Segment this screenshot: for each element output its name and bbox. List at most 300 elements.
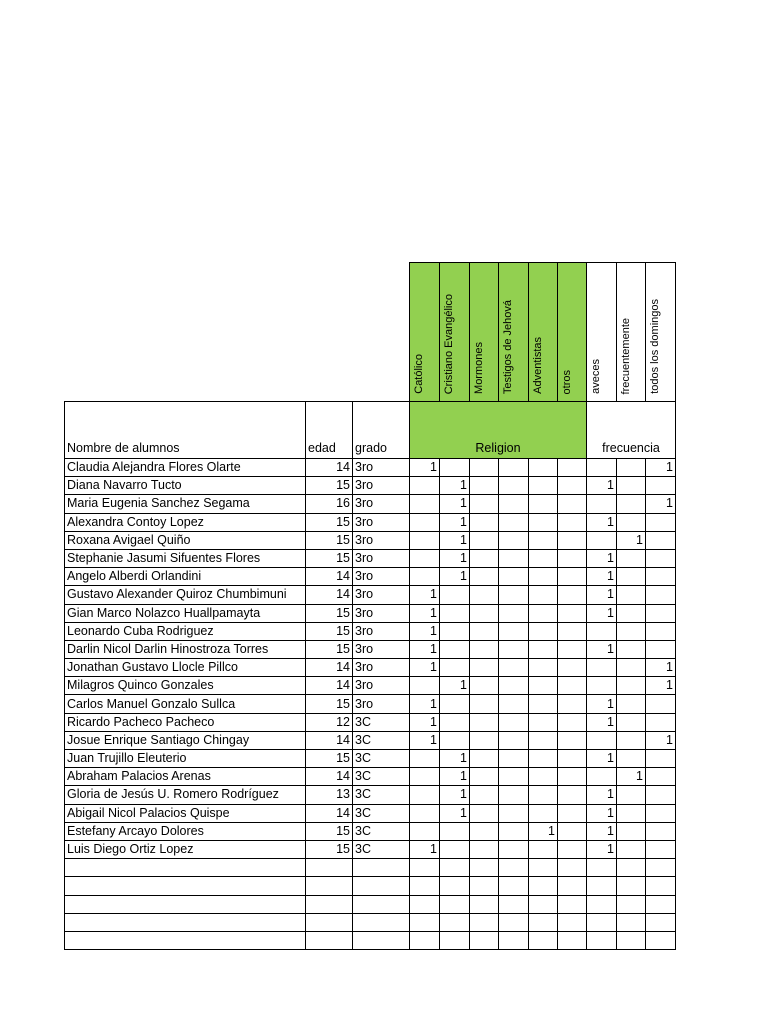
cell-value[interactable] <box>440 586 470 604</box>
cell-value[interactable] <box>499 568 529 586</box>
cell-value[interactable] <box>499 459 529 477</box>
cell-value[interactable] <box>529 677 558 695</box>
cell-grade[interactable]: 3ro <box>353 459 410 477</box>
cell-value[interactable] <box>558 568 587 586</box>
cell-value[interactable] <box>646 586 676 604</box>
cell-value[interactable] <box>617 750 646 768</box>
cell-value[interactable] <box>646 477 676 495</box>
cell-age[interactable]: 15 <box>306 695 353 713</box>
cell-value[interactable] <box>617 549 646 567</box>
cell-value[interactable] <box>587 659 617 677</box>
cell-value[interactable] <box>617 713 646 731</box>
cell-value[interactable] <box>470 768 499 786</box>
cell-value[interactable] <box>646 513 676 531</box>
cell-empty[interactable] <box>617 877 646 895</box>
cell-empty[interactable] <box>499 931 529 949</box>
cell-value[interactable]: 1 <box>587 604 617 622</box>
cell-value[interactable] <box>499 477 529 495</box>
cell-value[interactable]: 1 <box>617 531 646 549</box>
cell-value[interactable] <box>499 695 529 713</box>
cell-value[interactable] <box>470 640 499 658</box>
cell-value[interactable] <box>646 549 676 567</box>
cell-empty[interactable] <box>470 913 499 931</box>
cell-value[interactable] <box>499 731 529 749</box>
cell-value[interactable]: 1 <box>440 513 470 531</box>
cell-empty[interactable] <box>440 895 470 913</box>
cell-empty[interactable] <box>646 877 676 895</box>
cell-value[interactable] <box>470 513 499 531</box>
cell-value[interactable] <box>499 804 529 822</box>
cell-empty[interactable] <box>558 877 587 895</box>
cell-empty[interactable] <box>529 877 558 895</box>
cell-student-name[interactable]: Milagros Quinco Gonzales <box>65 677 306 695</box>
cell-value[interactable] <box>558 659 587 677</box>
cell-value[interactable] <box>617 477 646 495</box>
cell-student-name[interactable]: Darlin Nicol Darlin Hinostroza Torres <box>65 640 306 658</box>
cell-value[interactable]: 1 <box>646 659 676 677</box>
cell-grade[interactable]: 3C <box>353 750 410 768</box>
col-header-mormones[interactable]: Mormones <box>470 263 499 402</box>
cell-value[interactable] <box>558 750 587 768</box>
cell-empty[interactable] <box>587 931 617 949</box>
cell-value[interactable]: 1 <box>646 495 676 513</box>
cell-student-name[interactable]: Ricardo Pacheco Pacheco <box>65 713 306 731</box>
cell-student-name[interactable]: Luis Diego Ortiz Lopez <box>65 840 306 858</box>
cell-value[interactable]: 1 <box>410 622 440 640</box>
cell-value[interactable] <box>529 840 558 858</box>
cell-value[interactable]: 1 <box>410 459 440 477</box>
cell-value[interactable] <box>587 731 617 749</box>
cell-value[interactable] <box>499 786 529 804</box>
cell-value[interactable] <box>646 713 676 731</box>
cell-empty[interactable] <box>587 877 617 895</box>
cell-value[interactable] <box>470 586 499 604</box>
cell-value[interactable] <box>558 586 587 604</box>
cell-value[interactable] <box>410 677 440 695</box>
cell-student-name[interactable]: Maria Eugenia Sanchez Segama <box>65 495 306 513</box>
cell-age[interactable]: 15 <box>306 477 353 495</box>
cell-value[interactable] <box>529 731 558 749</box>
cell-value[interactable] <box>410 513 440 531</box>
cell-grade[interactable]: 3C <box>353 840 410 858</box>
cell-value[interactable] <box>499 840 529 858</box>
cell-empty[interactable] <box>529 859 558 877</box>
cell-value[interactable]: 1 <box>410 695 440 713</box>
cell-grade[interactable]: 3C <box>353 822 410 840</box>
cell-value[interactable] <box>558 695 587 713</box>
cell-value[interactable] <box>646 840 676 858</box>
cell-student-name[interactable]: Josue Enrique Santiago Chingay <box>65 731 306 749</box>
cell-value[interactable] <box>617 695 646 713</box>
cell-value[interactable]: 1 <box>646 459 676 477</box>
cell-empty[interactable] <box>306 877 353 895</box>
cell-value[interactable] <box>499 586 529 604</box>
cell-student-name[interactable]: Juan Trujillo Eleuterio <box>65 750 306 768</box>
cell-value[interactable] <box>470 822 499 840</box>
cell-value[interactable] <box>470 604 499 622</box>
cell-empty[interactable] <box>440 913 470 931</box>
cell-empty[interactable] <box>558 931 587 949</box>
cell-grade[interactable]: 3C <box>353 786 410 804</box>
cell-value[interactable]: 1 <box>587 513 617 531</box>
cell-value[interactable]: 1 <box>587 786 617 804</box>
cell-value[interactable] <box>470 549 499 567</box>
cell-value[interactable] <box>440 822 470 840</box>
cell-empty[interactable] <box>499 895 529 913</box>
cell-empty[interactable] <box>646 859 676 877</box>
cell-value[interactable] <box>410 549 440 567</box>
cell-value[interactable]: 1 <box>440 568 470 586</box>
header-frecuencia[interactable]: frecuencia <box>587 402 676 459</box>
cell-value[interactable] <box>410 822 440 840</box>
cell-value[interactable] <box>470 731 499 749</box>
cell-age[interactable]: 14 <box>306 677 353 695</box>
cell-age[interactable]: 15 <box>306 531 353 549</box>
cell-age[interactable]: 16 <box>306 495 353 513</box>
cell-value[interactable]: 1 <box>410 731 440 749</box>
cell-student-name[interactable]: Jonathan Gustavo Llocle Pillco <box>65 659 306 677</box>
cell-value[interactable] <box>529 695 558 713</box>
cell-empty[interactable] <box>587 913 617 931</box>
cell-grade[interactable]: 3ro <box>353 622 410 640</box>
cell-age[interactable]: 14 <box>306 459 353 477</box>
cell-grade[interactable]: 3ro <box>353 549 410 567</box>
header-grado[interactable]: grado <box>353 402 410 459</box>
cell-value[interactable] <box>558 604 587 622</box>
cell-value[interactable] <box>529 586 558 604</box>
cell-empty[interactable] <box>440 931 470 949</box>
cell-value[interactable] <box>646 786 676 804</box>
cell-value[interactable]: 1 <box>587 822 617 840</box>
cell-value[interactable] <box>529 768 558 786</box>
cell-value[interactable] <box>499 604 529 622</box>
cell-age[interactable]: 15 <box>306 840 353 858</box>
cell-student-name[interactable]: Estefany Arcayo Dolores <box>65 822 306 840</box>
cell-grade[interactable]: 3ro <box>353 604 410 622</box>
cell-value[interactable] <box>470 695 499 713</box>
cell-age[interactable]: 15 <box>306 604 353 622</box>
cell-value[interactable]: 1 <box>587 568 617 586</box>
cell-value[interactable] <box>646 804 676 822</box>
header-edad[interactable]: edad <box>306 402 353 459</box>
cell-empty[interactable] <box>353 859 410 877</box>
cell-value[interactable] <box>617 840 646 858</box>
col-header-cristiano-evangelico[interactable]: Cristiano Evangélico <box>440 263 470 402</box>
cell-value[interactable] <box>440 459 470 477</box>
cell-age[interactable]: 14 <box>306 804 353 822</box>
cell-empty[interactable] <box>617 931 646 949</box>
cell-value[interactable] <box>440 695 470 713</box>
col-header-frecuentemente[interactable]: frecuentemente <box>617 263 646 402</box>
cell-value[interactable] <box>617 804 646 822</box>
cell-value[interactable]: 1 <box>646 731 676 749</box>
cell-student-name[interactable]: Claudia Alejandra Flores Olarte <box>65 459 306 477</box>
cell-value[interactable] <box>499 531 529 549</box>
cell-empty[interactable] <box>558 895 587 913</box>
cell-empty[interactable] <box>410 859 440 877</box>
cell-value[interactable] <box>646 822 676 840</box>
cell-value[interactable] <box>646 695 676 713</box>
cell-value[interactable] <box>529 713 558 731</box>
cell-value[interactable] <box>470 622 499 640</box>
cell-empty[interactable] <box>470 895 499 913</box>
cell-value[interactable] <box>529 513 558 531</box>
cell-empty[interactable] <box>353 877 410 895</box>
cell-value[interactable] <box>558 622 587 640</box>
cell-empty[interactable] <box>440 859 470 877</box>
cell-empty[interactable] <box>470 877 499 895</box>
cell-value[interactable]: 1 <box>440 549 470 567</box>
cell-value[interactable] <box>410 786 440 804</box>
cell-empty[interactable] <box>558 913 587 931</box>
cell-student-name[interactable]: Angelo Alberdi Orlandini <box>65 568 306 586</box>
cell-grade[interactable]: 3ro <box>353 586 410 604</box>
cell-empty[interactable] <box>65 895 306 913</box>
cell-value[interactable] <box>529 477 558 495</box>
cell-value[interactable] <box>499 659 529 677</box>
cell-grade[interactable]: 3ro <box>353 568 410 586</box>
cell-value[interactable] <box>499 750 529 768</box>
cell-student-name[interactable]: Alexandra Contoy Lopez <box>65 513 306 531</box>
cell-value[interactable] <box>499 768 529 786</box>
cell-value[interactable]: 1 <box>440 677 470 695</box>
cell-value[interactable] <box>617 659 646 677</box>
cell-value[interactable]: 1 <box>587 750 617 768</box>
cell-empty[interactable] <box>306 895 353 913</box>
cell-value[interactable]: 1 <box>410 604 440 622</box>
cell-empty[interactable] <box>306 931 353 949</box>
cell-empty[interactable] <box>617 859 646 877</box>
cell-value[interactable] <box>617 495 646 513</box>
cell-value[interactable] <box>646 622 676 640</box>
cell-value[interactable]: 1 <box>410 586 440 604</box>
cell-value[interactable]: 1 <box>440 768 470 786</box>
col-header-aveces[interactable]: aveces <box>587 263 617 402</box>
cell-value[interactable]: 1 <box>646 677 676 695</box>
cell-value[interactable] <box>470 786 499 804</box>
cell-value[interactable] <box>499 495 529 513</box>
cell-empty[interactable] <box>646 931 676 949</box>
cell-value[interactable]: 1 <box>440 786 470 804</box>
cell-value[interactable] <box>499 513 529 531</box>
cell-age[interactable]: 14 <box>306 586 353 604</box>
cell-grade[interactable]: 3ro <box>353 640 410 658</box>
cell-age[interactable]: 14 <box>306 768 353 786</box>
cell-value[interactable] <box>529 622 558 640</box>
cell-value[interactable] <box>470 713 499 731</box>
cell-empty[interactable] <box>499 859 529 877</box>
cell-value[interactable]: 1 <box>440 495 470 513</box>
col-header-adventistas[interactable]: Adventistas <box>529 263 558 402</box>
cell-value[interactable] <box>440 659 470 677</box>
cell-value[interactable] <box>529 495 558 513</box>
cell-value[interactable] <box>410 804 440 822</box>
cell-value[interactable] <box>646 750 676 768</box>
cell-value[interactable] <box>470 840 499 858</box>
cell-value[interactable] <box>558 531 587 549</box>
cell-value[interactable] <box>558 549 587 567</box>
cell-value[interactable] <box>410 531 440 549</box>
cell-value[interactable] <box>470 659 499 677</box>
cell-value[interactable] <box>410 568 440 586</box>
cell-value[interactable] <box>617 604 646 622</box>
cell-value[interactable] <box>617 640 646 658</box>
cell-age[interactable]: 15 <box>306 640 353 658</box>
cell-value[interactable] <box>587 531 617 549</box>
cell-value[interactable] <box>558 477 587 495</box>
cell-value[interactable] <box>587 768 617 786</box>
cell-value[interactable] <box>499 622 529 640</box>
cell-age[interactable]: 15 <box>306 822 353 840</box>
header-religion[interactable]: Religion <box>410 402 587 459</box>
cell-student-name[interactable]: Gustavo Alexander Quiroz Chumbimuni <box>65 586 306 604</box>
cell-empty[interactable] <box>410 931 440 949</box>
cell-value[interactable] <box>470 459 499 477</box>
cell-value[interactable] <box>499 677 529 695</box>
cell-value[interactable]: 1 <box>440 477 470 495</box>
cell-value[interactable] <box>617 677 646 695</box>
cell-value[interactable]: 1 <box>587 804 617 822</box>
header-nombre[interactable]: Nombre de alumnos <box>65 402 306 459</box>
cell-student-name[interactable]: Abraham Palacios Arenas <box>65 768 306 786</box>
cell-value[interactable] <box>587 459 617 477</box>
cell-empty[interactable] <box>646 913 676 931</box>
col-header-otros[interactable]: otros <box>558 263 587 402</box>
cell-empty[interactable] <box>499 913 529 931</box>
cell-empty[interactable] <box>65 877 306 895</box>
cell-age[interactable]: 15 <box>306 750 353 768</box>
cell-empty[interactable] <box>306 859 353 877</box>
cell-value[interactable] <box>646 531 676 549</box>
cell-value[interactable]: 1 <box>410 640 440 658</box>
cell-empty[interactable] <box>353 913 410 931</box>
cell-value[interactable] <box>529 804 558 822</box>
cell-value[interactable] <box>440 840 470 858</box>
cell-value[interactable] <box>470 677 499 695</box>
cell-age[interactable]: 14 <box>306 659 353 677</box>
cell-value[interactable]: 1 <box>587 713 617 731</box>
cell-grade[interactable]: 3ro <box>353 659 410 677</box>
cell-value[interactable] <box>470 568 499 586</box>
col-header-testigos[interactable]: Testigos de Jehová <box>499 263 529 402</box>
cell-student-name[interactable]: Carlos Manuel Gonzalo Sullca <box>65 695 306 713</box>
cell-empty[interactable] <box>617 913 646 931</box>
cell-value[interactable] <box>587 622 617 640</box>
cell-value[interactable]: 1 <box>410 713 440 731</box>
cell-value[interactable] <box>617 459 646 477</box>
cell-age[interactable]: 15 <box>306 549 353 567</box>
cell-value[interactable] <box>499 640 529 658</box>
cell-empty[interactable] <box>353 895 410 913</box>
cell-grade[interactable]: 3ro <box>353 477 410 495</box>
cell-empty[interactable] <box>65 913 306 931</box>
cell-value[interactable] <box>558 640 587 658</box>
cell-grade[interactable]: 3ro <box>353 495 410 513</box>
col-header-catolico[interactable]: Católico <box>410 263 440 402</box>
cell-empty[interactable] <box>65 931 306 949</box>
cell-value[interactable] <box>470 804 499 822</box>
cell-value[interactable]: 1 <box>587 640 617 658</box>
cell-grade[interactable]: 3ro <box>353 677 410 695</box>
cell-value[interactable] <box>440 604 470 622</box>
cell-grade[interactable]: 3C <box>353 804 410 822</box>
cell-value[interactable] <box>529 459 558 477</box>
cell-value[interactable] <box>646 604 676 622</box>
cell-empty[interactable] <box>470 859 499 877</box>
cell-value[interactable] <box>529 750 558 768</box>
cell-value[interactable] <box>529 549 558 567</box>
cell-empty[interactable] <box>440 877 470 895</box>
cell-value[interactable] <box>617 568 646 586</box>
cell-value[interactable] <box>529 531 558 549</box>
cell-value[interactable] <box>558 804 587 822</box>
cell-student-name[interactable]: Gloria de Jesús U. Romero Rodríguez <box>65 786 306 804</box>
cell-value[interactable] <box>410 495 440 513</box>
cell-value[interactable] <box>529 659 558 677</box>
cell-value[interactable]: 1 <box>617 768 646 786</box>
cell-empty[interactable] <box>65 859 306 877</box>
cell-value[interactable] <box>470 531 499 549</box>
cell-value[interactable]: 1 <box>587 549 617 567</box>
cell-value[interactable] <box>558 840 587 858</box>
cell-value[interactable] <box>440 731 470 749</box>
cell-value[interactable] <box>617 622 646 640</box>
cell-value[interactable]: 1 <box>587 586 617 604</box>
cell-value[interactable] <box>617 586 646 604</box>
cell-student-name[interactable]: Roxana Avigael Quiño <box>65 531 306 549</box>
cell-value[interactable] <box>617 786 646 804</box>
cell-value[interactable] <box>440 713 470 731</box>
cell-empty[interactable] <box>306 913 353 931</box>
cell-value[interactable] <box>470 495 499 513</box>
cell-empty[interactable] <box>529 931 558 949</box>
cell-age[interactable]: 13 <box>306 786 353 804</box>
cell-value[interactable] <box>558 677 587 695</box>
cell-value[interactable]: 1 <box>410 840 440 858</box>
cell-student-name[interactable]: Abigail Nicol Palacios Quispe <box>65 804 306 822</box>
cell-empty[interactable] <box>353 931 410 949</box>
cell-value[interactable] <box>587 495 617 513</box>
cell-empty[interactable] <box>529 913 558 931</box>
cell-value[interactable] <box>558 731 587 749</box>
cell-age[interactable]: 15 <box>306 513 353 531</box>
cell-value[interactable] <box>587 677 617 695</box>
cell-value[interactable] <box>646 568 676 586</box>
cell-age[interactable]: 14 <box>306 568 353 586</box>
cell-value[interactable] <box>558 495 587 513</box>
cell-empty[interactable] <box>617 895 646 913</box>
col-header-todos-los-domingos[interactable]: todos los domingos <box>646 263 676 402</box>
cell-empty[interactable] <box>558 859 587 877</box>
cell-age[interactable]: 14 <box>306 731 353 749</box>
cell-value[interactable]: 1 <box>529 822 558 840</box>
cell-age[interactable]: 15 <box>306 622 353 640</box>
cell-student-name[interactable]: Leonardo Cuba Rodriguez <box>65 622 306 640</box>
cell-value[interactable] <box>410 477 440 495</box>
cell-value[interactable]: 1 <box>587 477 617 495</box>
cell-empty[interactable] <box>410 877 440 895</box>
cell-value[interactable]: 1 <box>587 695 617 713</box>
cell-value[interactable]: 1 <box>440 531 470 549</box>
cell-value[interactable] <box>499 822 529 840</box>
cell-value[interactable] <box>440 640 470 658</box>
cell-student-name[interactable]: Gian Marco Nolazco Huallpamayta <box>65 604 306 622</box>
cell-value[interactable] <box>558 459 587 477</box>
cell-value[interactable] <box>470 477 499 495</box>
cell-value[interactable]: 1 <box>587 840 617 858</box>
cell-grade[interactable]: 3ro <box>353 695 410 713</box>
cell-grade[interactable]: 3C <box>353 713 410 731</box>
